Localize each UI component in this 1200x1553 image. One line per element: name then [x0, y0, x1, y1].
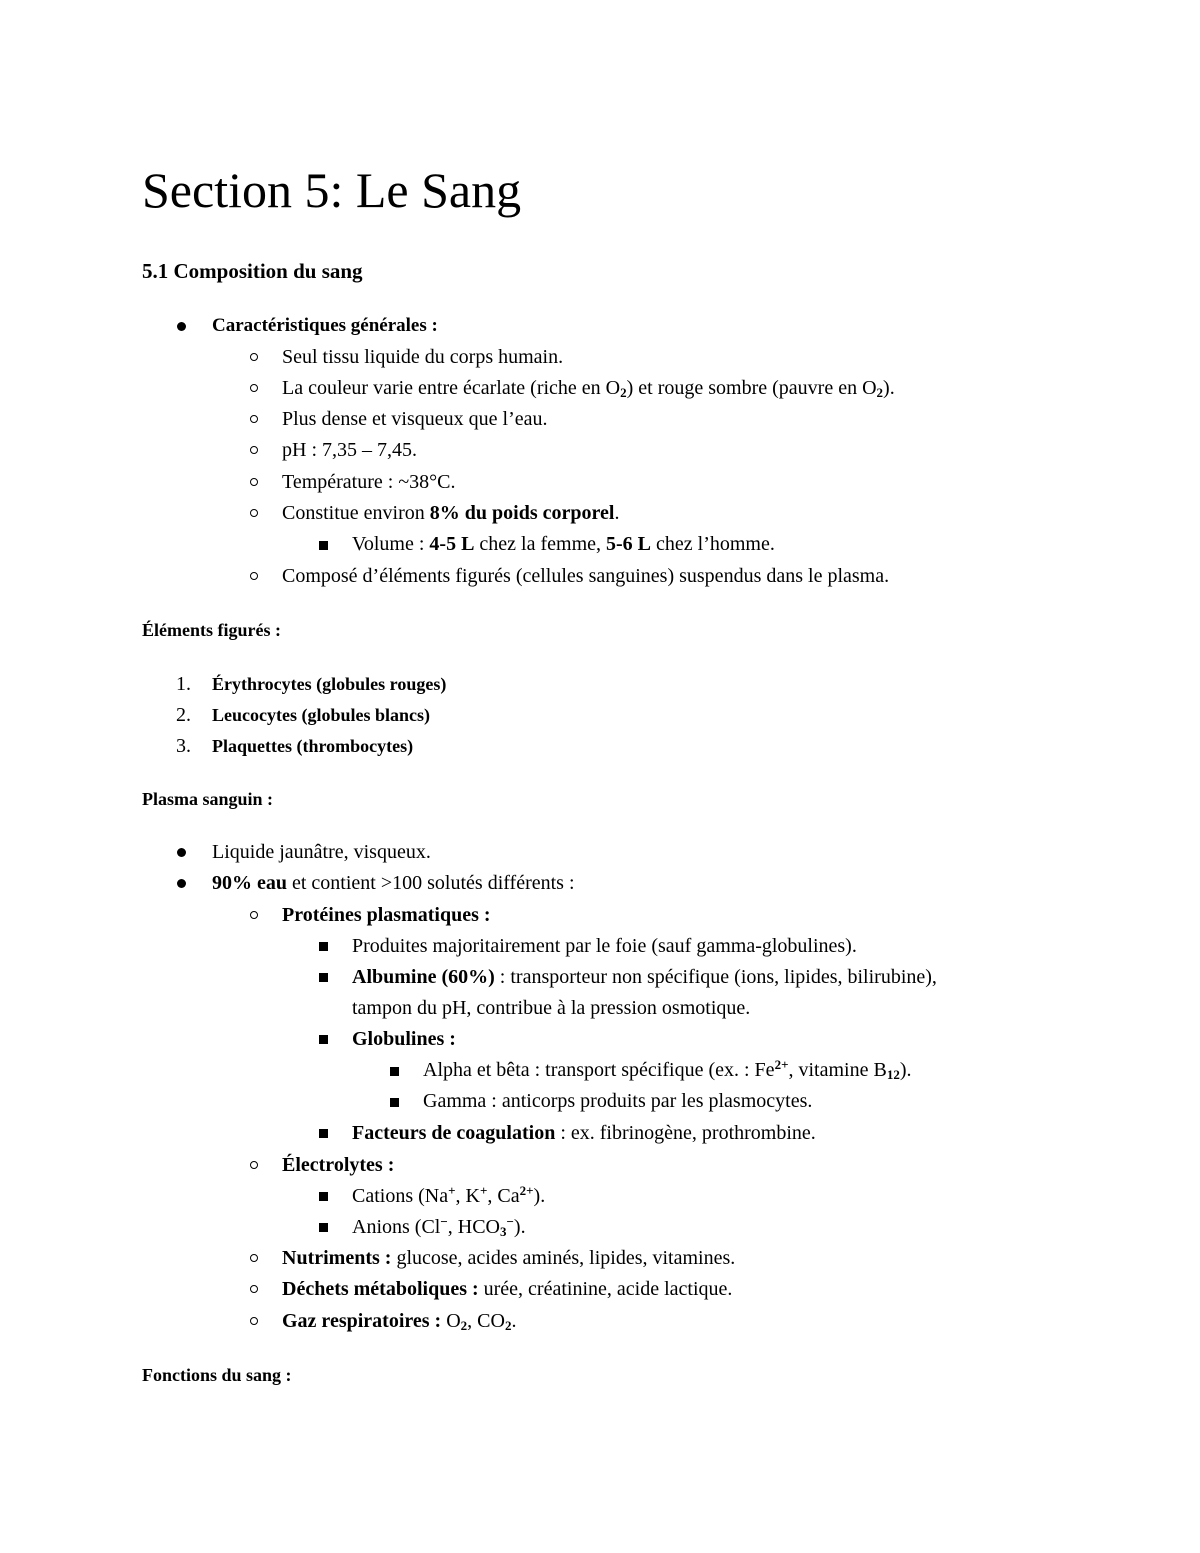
bullet-circle-icon: [250, 911, 258, 919]
list-item: Globulines :: [352, 1028, 456, 1050]
list-number: 2.: [176, 704, 191, 726]
list-item: Liquide jaunâtre, visqueux.: [212, 841, 431, 863]
bullet-circle-icon: [250, 1254, 258, 1262]
section-heading: 5.1 Composition du sang: [142, 259, 363, 283]
list-item: Nutriments : glucose, acides aminés, lipides, vitamines.: [282, 1247, 736, 1269]
bullet-circle-icon: [250, 1317, 258, 1325]
list-item: Gamma : anticorps produits par les plasmocytes.: [423, 1090, 813, 1112]
list-item: Protéines plasmatiques :: [282, 904, 491, 926]
list-number: 3.: [176, 735, 191, 757]
list-item: Produites majoritairement par le foie (sauf gamma-globulines).: [352, 935, 857, 957]
list-item: Volume : 4-5 L chez la femme, 5-6 L chez l’homme.: [352, 533, 775, 555]
fonctions-label: Fonctions du sang :: [142, 1365, 292, 1385]
bullet-square-icon: [390, 1067, 399, 1076]
list-item: Leucocytes (globules blancs): [212, 705, 430, 725]
bullet-square-icon: [390, 1098, 399, 1107]
bullet-circle-icon: [250, 353, 258, 361]
list-item: 90% eau et contient >100 solutés différents :: [212, 872, 575, 894]
bullet-disc-icon: [177, 322, 186, 331]
list-item: Cations (Na+, K+, $Ca^{2+}$).: [352, 1183, 546, 1207]
bullet-circle-icon: [250, 1285, 258, 1293]
list-item: Constitue environ 8% du poids corporel.: [282, 502, 620, 524]
list-item: Facteurs de coagulation : ex. fibrinogène, prothrombine.: [352, 1122, 816, 1144]
bullet-circle-icon: [250, 384, 258, 392]
list-item: Composé d’éléments figurés (cellules sanguines) suspendus dans le plasma.: [282, 565, 890, 587]
list-item: Albumine (60%) : transporteur non spécifique (ions, lipides, bilirubine),: [352, 966, 937, 988]
elements-figures-label: Éléments figurés :: [142, 620, 281, 640]
bullet-circle-icon: [250, 415, 258, 423]
bullet-square-icon: [319, 1192, 328, 1201]
bullet-circle-icon: [250, 572, 258, 580]
list-item: Déchets métaboliques : urée, créatinine, acide lactique.: [282, 1278, 733, 1300]
list-item: Plus dense et visqueux que l’eau.: [282, 408, 548, 430]
list-item: pH : 7,35 – 7,45.: [282, 439, 417, 461]
page-title: Section 5: Le Sang: [142, 162, 522, 218]
list-item: Anions (Cl−, $HCO_3^-$).: [352, 1214, 526, 1239]
bullet-circle-icon: [250, 446, 258, 454]
bullet-disc-icon: [177, 848, 186, 857]
bullet-circle-icon: [250, 478, 258, 486]
bullet-square-icon: [319, 1129, 328, 1138]
list-item: Alpha et bêta : transport spécifique (ex. : $Fe^{2+}$, vitamine $B_{12}$).: [423, 1057, 912, 1082]
list-item: Seul tissu liquide du corps humain.: [282, 346, 564, 368]
bullet-square-icon: [319, 973, 328, 982]
bullet-circle-icon: [250, 1161, 258, 1169]
list-item: Électrolytes :: [282, 1154, 395, 1176]
bullet-square-icon: [319, 942, 328, 951]
list-item: Érythrocytes (globules rouges): [212, 674, 447, 694]
list-item: Température : ~38°C.: [282, 471, 456, 493]
bullet-square-icon: [319, 1035, 328, 1044]
caracteristiques-label: Caractéristiques générales :: [212, 315, 438, 336]
bullet-square-icon: [319, 1223, 328, 1232]
bullet-disc-icon: [177, 879, 186, 888]
list-number: 1.: [176, 673, 191, 695]
list-item: La couleur varie entre écarlate (riche en $O_2$) et rouge sombre (pauvre en $O_2$).: [282, 377, 895, 400]
list-item: Gaz respiratoires : $O_2$, $CO_2$.: [282, 1310, 517, 1333]
bullet-square-icon: [319, 541, 328, 550]
bullet-circle-icon: [250, 509, 258, 517]
plasma-label: Plasma sanguin :: [142, 789, 274, 809]
list-item: Plaquettes (thrombocytes): [212, 736, 414, 756]
list-item-continuation: tampon du pH, contribue à la pression osmotique.: [352, 997, 751, 1019]
